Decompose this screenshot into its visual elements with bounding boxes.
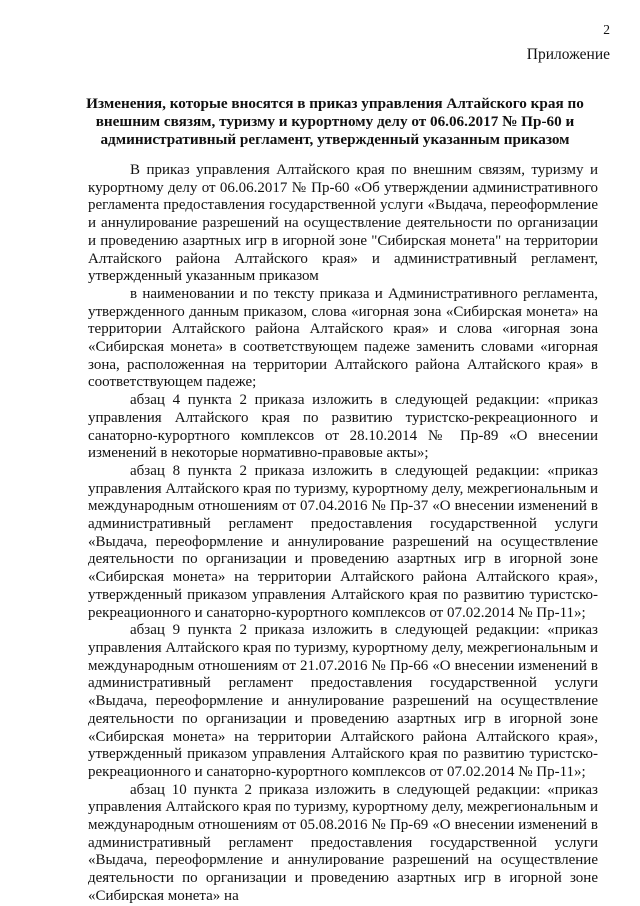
naming-change-paragraph: в наименовании и по тексту приказа и Административного регламента, утвержденного данным приказом, слова «игорная зона «Сибирская монета» на территории Алтайского района Алтайского края» и слова «игорная зона «Сибирская монета» в соответствующем падеже заменить словами «игорная зона, расположенная на территории Алтайского района Алтайского края» в соответствующем падеже; [88, 285, 598, 391]
document-title [70, 95, 600, 149]
document-title-line: Изменения, которые вносятся в приказ управления Алтайского края по [86, 95, 584, 112]
document-body [88, 162, 598, 906]
paragraph-8-amendment: абзац 8 пункта 2 приказа изложить в следующей редакции: «приказ управления Алтайского края по туризму, курортному делу, межрегиональным и международным отношениям от 07.04.2016 № Пр-37 «О внесении изменений в административный регламент предоставления государственной услуги «Выдача, переоформление и аннулирование разрешений на осуществление деятельности по организации и проведению азартных игр в игорной зоне «Сибирская монета» на территории Алтайского района Алтайского края», утвержденный приказом управления Алтайского края по развитию туристско-рекреационного и санаторно-курортного комплексов от 07.02.2014 № Пр-11»; [88, 462, 598, 621]
document-title-line: административный регламент, утвержденный указанным приказом [100, 131, 570, 148]
paragraph-9-amendment: абзац 9 пункта 2 приказа изложить в следующей редакции: «приказ управления Алтайского края по туризму, курортному делу, межрегиональным и международным отношениям от 21.07.2016 № Пр-66 «О внесении изменений в административный регламент предоставления государственной услуги «Выдача, переоформление и аннулирование разрешений на осуществление деятельности по организации и проведению азартных игр в игорной зоне «Сибирская монета» на территории Алтайского района Алтайского края», утвержденный приказом управления Алтайского края по развитию туристско-рекреационного и санаторно-курортного комплексов от 07.02.2014 № Пр-11»; [88, 622, 598, 780]
paragraph-10-amendment: абзац 10 пункта 2 приказа изложить в следующей редакции: «приказ управления Алтайского края по туризму, курортному делу, межрегиональным и международным отношениям от 05.08.2016 № Пр-69 «О внесении изменений в административный регламент предоставления государственной услуги «Выдача, переоформление и аннулирование разрешений на осуществление деятельности по организации и проведению азартных игр в игорной зоне «Сибирская монета» на [88, 781, 598, 904]
document-title-line: внешним связям, туризму и курортному делу от 06.06.2017 № Пр-60 и [95, 113, 575, 130]
paragraph-4-amendment: абзац 4 пункта 2 приказа изложить в следующей редакции: «приказ управления Алтайского края по развитию туристско-рекреационного и санаторно-курортного комплексов от 28.10.2014 № Пр-89 «О внесении изменений в некоторые нормативно-правовые акты»; [88, 392, 598, 462]
intro-paragraph: В приказ управления Алтайского края по внешним связям, туризму и курортному делу от 06.06.2017 № Пр-60 «Об утверждении административного регламента предоставления государственной услуги «Выдача, переоформление и аннулирование разрешений на осуществление деятельности по организации и проведению азартных игр в игорной зоне "Сибирская монета" на территории Алтайского района Алтайского края» и административный регламент, утвержденный указанным приказом [88, 162, 598, 285]
page-number: 2 [603, 22, 610, 37]
appendix-label: Приложение [526, 46, 610, 63]
